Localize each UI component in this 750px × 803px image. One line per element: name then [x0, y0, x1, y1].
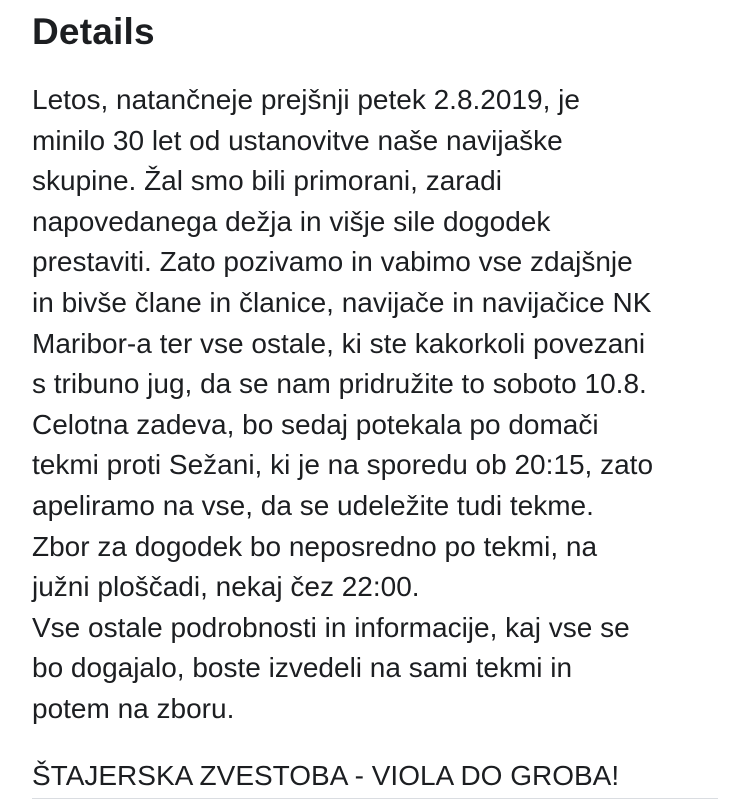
- details-heading: Details: [32, 11, 155, 52]
- body-line: Maribor-a ter vse ostale, ki ste kakorkoli povezani: [32, 327, 646, 359]
- body-line: Zbor za dogodek bo neposredno po tekmi, na: [32, 530, 598, 562]
- body-line: skupine. Žal smo bili primorani, zaradi: [32, 165, 502, 197]
- body-line: in bivše člane in članice, navijače in navijačice NK: [32, 286, 652, 318]
- body-line: Letos, natančneje prejšnji petek 2.8.2019, je: [32, 84, 580, 115]
- slogan-text: ŠTAJERSKA ZVESTOBA - VIOLA DO GROBA!: [32, 760, 620, 791]
- body-line: Celotna zadeva, bo sedaj potekala po domači: [32, 408, 599, 440]
- body-line: potem na zboru.: [32, 692, 235, 724]
- body-line: minilo 30 let od ustanovitve naše navijaške: [32, 124, 563, 156]
- body-line: napovedanega dežja in višje sile dogodek: [32, 205, 551, 237]
- body-line: tekmi proti Sežani, ki je na sporedu ob 20:15, zato: [32, 449, 654, 481]
- body-line: s tribuno jug, da se nam pridružite to soboto 10.8.: [32, 368, 647, 400]
- details-body: [32, 80, 732, 730]
- body-line: prestaviti. Zato pozivamo in vabimo vse zdajšnje: [32, 246, 633, 278]
- body-line: Vse ostale podrobnosti in informacije, kaj vse se: [32, 611, 630, 643]
- divider: [32, 798, 718, 799]
- body-line: apeliramo na vse, da se udeležite tudi tekme.: [32, 489, 594, 521]
- body-line: južni ploščadi, nekaj čez 22:00.: [32, 571, 420, 603]
- body-line: bo dogajalo, boste izvedeli na sami tekmi in: [32, 652, 573, 684]
